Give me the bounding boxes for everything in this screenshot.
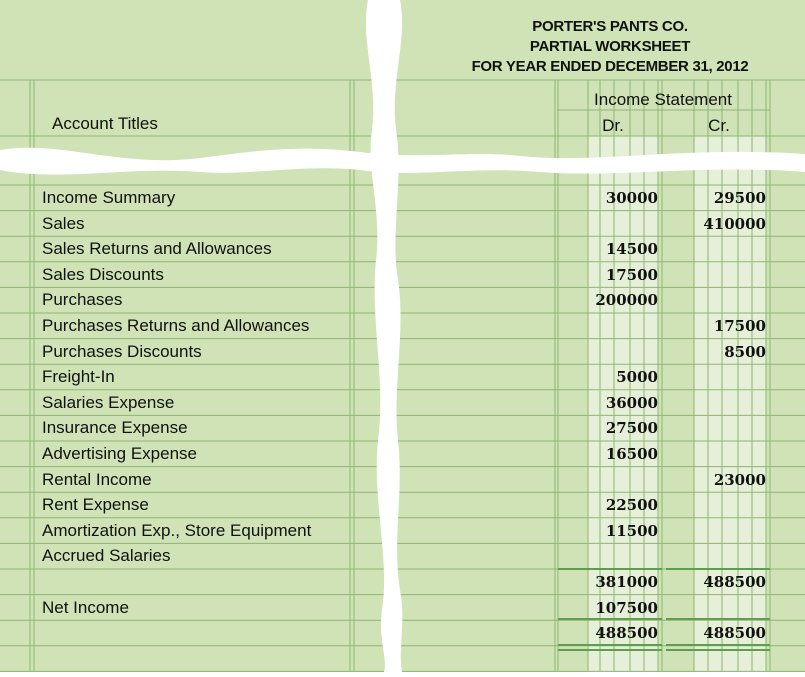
debit-amount: 16500 xyxy=(605,445,658,463)
income-statement-header: Income Statement xyxy=(594,90,732,109)
debit-amount: 36000 xyxy=(605,393,658,412)
account-title: Amortization Exp., Store Equipment xyxy=(42,520,312,540)
account-title: Income Summary xyxy=(42,188,176,207)
debit-amount: 488500 xyxy=(595,624,658,643)
worksheet-name: PARTIAL WORKSHEET xyxy=(529,38,691,55)
debit-amount: 27500 xyxy=(605,419,658,438)
debit-amount: 30000 xyxy=(605,189,658,207)
credit-amount: 8500 xyxy=(724,342,766,361)
account-title: Salaries Expense xyxy=(42,392,175,412)
account-titles-header: Account Titles xyxy=(52,114,158,133)
account-title: Rental Income xyxy=(42,469,152,489)
account-title: Sales Discounts xyxy=(42,264,164,284)
account-title: Accrued Salaries xyxy=(42,546,171,566)
debit-amount: 14500 xyxy=(605,240,658,259)
account-title: Rent Expense xyxy=(42,495,149,515)
account-title: Sales Returns and Allowances xyxy=(42,239,272,259)
account-title: Net Income xyxy=(42,597,129,617)
account-title: Sales xyxy=(42,213,85,233)
debit-amount: 22500 xyxy=(605,496,658,515)
debit-header: Dr. xyxy=(602,116,624,135)
credit-amount: 23000 xyxy=(713,470,766,489)
debit-amount: 200000 xyxy=(595,291,658,310)
credit-amount: 29500 xyxy=(713,189,766,207)
account-title: Purchases Discounts xyxy=(42,341,202,361)
account-title: Purchases Returns and Allowances xyxy=(42,316,310,335)
credit-amount: 17500 xyxy=(713,317,766,335)
account-title: Freight-In xyxy=(42,367,115,387)
worksheet-period: FOR YEAR ENDED DECEMBER 31, 2012 xyxy=(471,58,749,75)
credit-amount: 488500 xyxy=(703,624,766,643)
debit-amount: 107500 xyxy=(595,598,658,617)
debit-amount: 17500 xyxy=(605,265,658,284)
credit-amount: 410000 xyxy=(703,214,766,233)
credit-amount: 488500 xyxy=(703,573,766,591)
company-name: PORTER'S PANTS CO. xyxy=(532,18,688,35)
debit-amount: 381000 xyxy=(595,573,658,591)
debit-amount: 11500 xyxy=(605,521,658,540)
account-title: Purchases xyxy=(42,290,123,310)
account-title: Advertising Expense xyxy=(42,444,197,463)
account-title: Insurance Expense xyxy=(42,418,188,438)
debit-amount: 5000 xyxy=(616,368,658,387)
credit-header: Cr. xyxy=(708,116,730,135)
